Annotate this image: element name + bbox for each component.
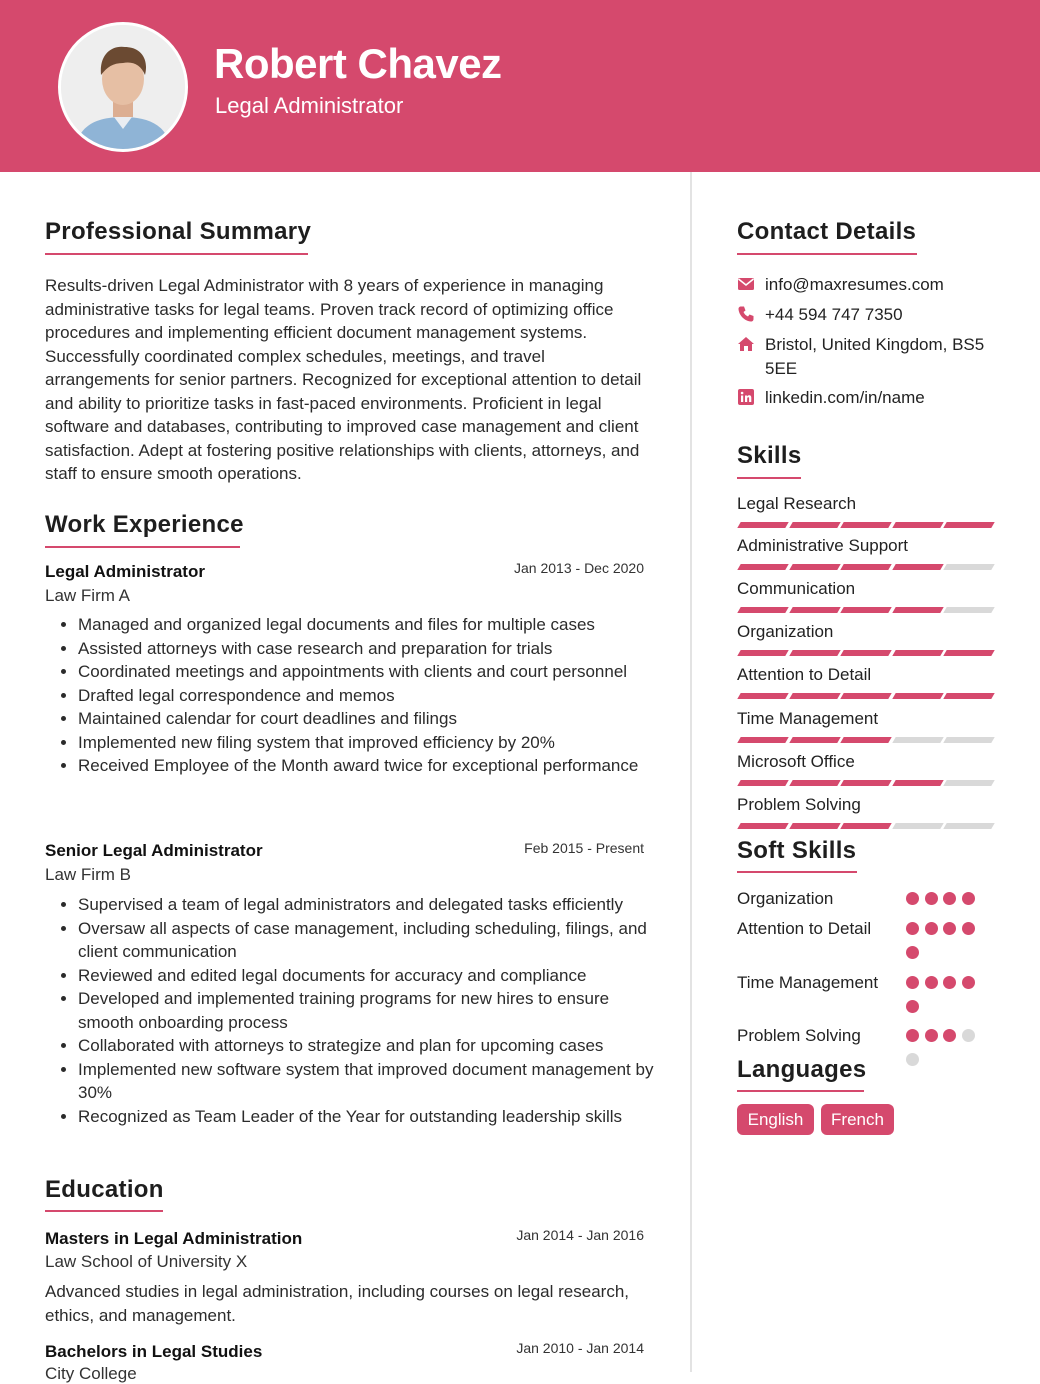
list-item: • Drafted legal correspondence and memos [78,684,658,708]
candidate-title: Legal Administrator [215,93,404,118]
column-divider [690,172,692,1372]
languages-underline [737,1090,864,1092]
education-heading: Education [45,1176,164,1203]
skill-segment-filled [737,564,788,570]
education-dates: Jan 2010 - Jan 2014 [516,1340,644,1356]
skill-segment-filled [789,650,840,656]
skill-segment-filled [943,650,994,656]
summary-text: Results-driven Legal Administrator with 8 years of experience in managing administrative tasks for legal teams. Proven track record of optimizing office procedures and implementing efficient document management systems. Successfully coordinated complex schedules, meetings, and travel arrangements for senior partners. Recognized for exceptional attention to detail and ability to prioritize tasks in fast-paced environments. Proficient in legal software and databases, contributing to improved case management and client satisfaction. Adept at fostering positive relationships with clients, attorneys, and staff to ensure smooth operations. [45,276,642,483]
skill-segment-empty [943,737,994,743]
soft-skills-heading: Soft Skills [737,837,857,864]
skill-segment-empty [943,823,994,829]
list-item: • Developed and implemented training programs for new hires to ensure smooth onboarding process [78,987,658,1034]
education-description: Advanced studies in legal administration, including courses on legal research, ethics, and management. [45,1282,630,1325]
skill-segment-empty [943,564,994,570]
skill-segment-filled [892,564,943,570]
experience-underline [45,546,240,548]
phone-text: +44 594 747 7350 [765,305,903,324]
skill-segment-empty [892,737,943,743]
skill-name: Organization [737,622,834,641]
rating-dot-filled [925,1029,938,1042]
skill-name: Attention to Detail [737,665,872,684]
summary-heading: Professional Summary [45,218,312,245]
experience-heading: Work Experience [45,511,244,538]
job-company: Law Firm B [45,865,131,884]
rating-dot-filled [925,976,938,989]
rating-dot-filled [906,946,919,959]
linkedin-text: linkedin.com/in/name [765,388,925,407]
skill-level-bar [737,693,993,699]
skill-segment-filled [840,823,891,829]
list-item: • Managed and organized legal documents and files for multiple cases [78,613,658,637]
contact-linkedin[interactable] [737,386,1007,410]
skill-segment-filled [840,564,891,570]
rating-dot-empty [962,1029,975,1042]
list-item: • Received Employee of the Month award twice for exceptional performance [78,754,658,778]
person-portrait-icon [61,25,185,149]
skill-segment-filled [737,650,788,656]
skill-segment-filled [840,522,891,528]
list-item: • Assisted attorneys with case research and preparation for trials [78,637,658,661]
rating-dot-filled [962,922,975,935]
rating-dot-filled [943,976,956,989]
contact-email[interactable] [737,273,1007,297]
phone-icon [737,305,755,323]
home-icon [737,335,755,353]
soft-skills-underline [737,871,857,873]
soft-skill-name: Attention to Detail [737,919,872,938]
language-pill: French [821,1104,894,1135]
degree-title: Bachelors in Legal Studies [45,1342,263,1361]
skill-segment-filled [840,607,891,613]
job-title: Legal Administrator [45,562,205,581]
skill-segment-filled [737,607,788,613]
skill-name: Administrative Support [737,536,909,555]
skill-segment-filled [737,823,788,829]
skill-segment-filled [840,693,891,699]
skill-name: Legal Research [737,494,857,513]
rating-dot-filled [943,922,956,935]
list-item: • Coordinated meetings and appointments with clients and court personnel [78,660,658,684]
skill-name: Communication [737,579,856,598]
list-item: • Collaborated with attorneys to strategize and plan for upcoming cases [78,1034,658,1058]
skill-segment-empty [943,780,994,786]
email-text: info@maxresumes.com [765,275,944,294]
rating-dot-filled [925,922,938,935]
list-item: • Maintained calendar for court deadlines and filings [78,707,658,731]
address-text: Bristol, United Kingdom, BS5 5EE [765,335,985,378]
list-item: • Oversaw all aspects of case management, including scheduling, filings, and client communication [78,917,658,964]
skill-segment-filled [892,607,943,613]
rating-dot-filled [906,1000,919,1013]
school-name: Law School of University X [45,1252,248,1271]
skill-name: Microsoft Office [737,752,855,771]
list-item: • Recognized as Team Leader of the Year for outstanding leadership skills [78,1105,658,1129]
list-item: • Implemented new filing system that improved efficiency by 20% [78,731,658,755]
soft-skill-name: Organization [737,889,834,908]
skill-level-bar [737,564,993,570]
rating-dot-filled [925,892,938,905]
rating-dot-filled [943,1029,956,1042]
rating-dot-filled [962,976,975,989]
list-item: • Implemented new software system that improved document management by 30% [78,1058,658,1105]
skill-segment-filled [789,607,840,613]
skill-segment-filled [789,693,840,699]
contact-phone[interactable] [737,303,1007,327]
resume-header [0,0,1040,172]
languages-heading: Languages [737,1056,867,1083]
skill-segment-filled [892,650,943,656]
skill-segment-filled [943,522,994,528]
skill-segment-filled [737,737,788,743]
education-dates: Jan 2014 - Jan 2016 [516,1227,644,1243]
soft-skill-name: Time Management [737,973,879,992]
skill-segment-filled [737,693,788,699]
profile-photo [58,22,188,152]
job-company: Law Firm A [45,586,131,605]
skill-segment-filled [789,823,840,829]
school-name: City College [45,1364,137,1383]
skill-name: Time Management [737,709,879,728]
list-item: • Supervised a team of legal administrators and delegated tasks efficiently [78,893,658,917]
job-bullets [45,613,658,778]
job-dates: Jan 2013 - Dec 2020 [514,560,644,576]
skill-segment-empty [943,607,994,613]
rating-dot-filled [962,892,975,905]
job-title: Senior Legal Administrator [45,841,263,860]
list-item: • Reviewed and edited legal documents for accuracy and compliance [78,964,658,988]
skill-segment-filled [789,737,840,743]
skill-segment-filled [737,522,788,528]
skill-segment-filled [840,650,891,656]
contact-heading: Contact Details [737,218,917,245]
skill-segment-filled [840,780,891,786]
job-bullets [45,893,658,1128]
degree-title: Masters in Legal Administration [45,1229,303,1248]
language-pill: English [737,1104,814,1135]
skill-segment-filled [892,522,943,528]
skill-segment-filled [789,564,840,570]
skills-underline [737,477,801,479]
skill-level-bar [737,823,993,829]
skill-segment-filled [737,780,788,786]
skill-segment-filled [789,780,840,786]
skill-level-bar [737,780,993,786]
skill-level-bar [737,522,993,528]
contact-address [737,333,1007,381]
skill-segment-empty [892,823,943,829]
contact-underline [737,253,917,255]
linkedin-icon [737,388,755,406]
skill-segment-filled [892,693,943,699]
rating-dot-empty [906,1053,919,1066]
rating-dot-filled [943,892,956,905]
skill-segment-filled [892,780,943,786]
skill-segment-filled [943,693,994,699]
education-underline [45,1210,163,1212]
envelope-icon [737,275,755,293]
summary-underline [45,253,308,255]
skills-heading: Skills [737,442,802,469]
rating-dot-filled [906,922,919,935]
job-dates: Feb 2015 - Present [524,840,644,856]
soft-skill-name: Problem Solving [737,1026,861,1045]
skill-level-bar [737,607,993,613]
skill-level-bar [737,650,993,656]
skill-segment-filled [789,522,840,528]
skill-segment-filled [840,737,891,743]
candidate-name: Robert Chavez [214,40,502,87]
rating-dot-filled [906,976,919,989]
skill-level-bar [737,737,993,743]
skill-name: Problem Solving [737,795,861,814]
rating-dot-filled [906,1029,919,1042]
rating-dot-filled [906,892,919,905]
